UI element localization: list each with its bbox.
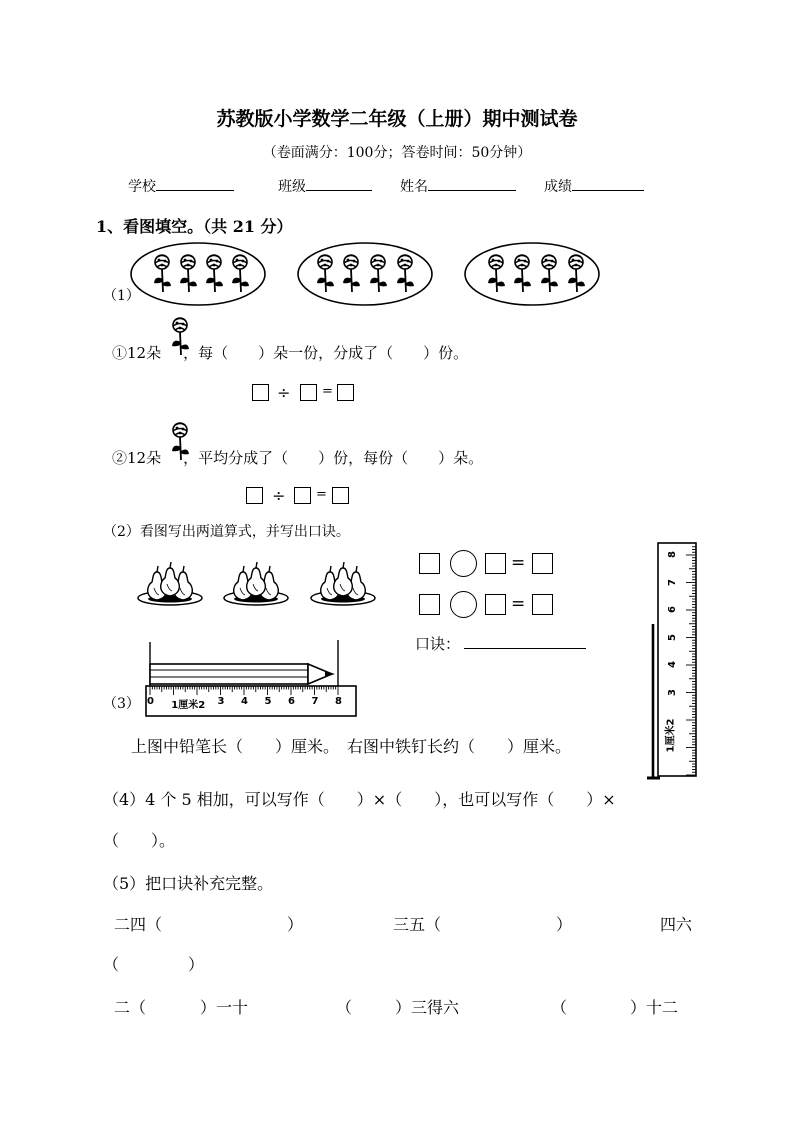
ruler-tick-label: 1厘米2 — [171, 700, 206, 711]
ruler-tick-label: 3 — [217, 696, 225, 707]
q1-line1-prefix: ①12朵 — [112, 344, 162, 362]
vruler-tick-label: 5 — [666, 633, 678, 641]
page-subtitle: （卷面满分：100分；答卷时间：50分钟） — [262, 145, 532, 161]
field-score-label: 成绩 — [544, 179, 572, 195]
ruler-tick-label: 7 — [311, 696, 319, 707]
q4-line2: （ ）。 — [103, 831, 176, 850]
q3-label: （3） — [103, 696, 140, 712]
q1-div-op-2: ÷ — [272, 486, 286, 505]
q4-line1: （4）4 个 5 相加，可以写作（ ）×（ ），也可以写作（ ）× — [103, 790, 616, 809]
q5-row1-b-close: ） — [556, 915, 573, 934]
page-title: 苏教版小学数学二年级（上册）期中测试卷 — [216, 108, 578, 130]
ruler-tick-label: 6 — [288, 696, 295, 707]
vruler-tick-label: 4 — [666, 661, 678, 668]
q5-row2-a: 二（ — [114, 998, 147, 1017]
vruler-tick-label: 6 — [666, 606, 678, 613]
q1-eq-op-2: = — [316, 487, 327, 502]
q5-row1-a-close: ） — [287, 915, 304, 934]
q5-row1-cont: （ — [103, 955, 120, 974]
q1-line2-prefix: ②12朵 — [112, 449, 162, 467]
field-class-label: 班级 — [278, 179, 306, 195]
q5-row2-a-close: ）一十 — [200, 998, 249, 1017]
q2-label: （2）看图写出两道算式，并写出口诀。 — [103, 524, 350, 540]
ruler-tick-label: 4 — [241, 696, 248, 707]
q5-row2-c: （ — [551, 998, 568, 1017]
q1-eq-op-1: = — [322, 384, 333, 399]
q1-line2-rest: ，平均分成了（ ）份，每份（ ）朵。 — [183, 449, 484, 467]
ruler-tick-label: 5 — [264, 696, 272, 707]
field-name-label: 姓名 — [400, 179, 428, 195]
q5-label: （5）把口诀补充完整。 — [103, 874, 274, 893]
ruler-tick-label: 8 — [335, 696, 342, 707]
field-school-label: 学校 — [128, 179, 156, 195]
q2-koujue-label: 口诀： — [415, 635, 461, 653]
vruler-tick-label: 1厘米2 — [665, 718, 677, 753]
q2-row1-eq: = — [511, 553, 526, 573]
q5-row1-a: 二四（ — [114, 915, 163, 934]
q5-row2-b-close: ）三得六 — [395, 998, 460, 1017]
q5-row2-c-close: ）十二 — [630, 998, 679, 1017]
vruler-tick-label: 7 — [666, 578, 678, 586]
q5-row1-b: 三五（ — [393, 915, 442, 934]
q1-label: （1） — [103, 288, 140, 304]
vruler-tick-label: 3 — [666, 688, 678, 696]
vruler-tick-label: 8 — [666, 551, 678, 558]
q5-row1-cont-close: ） — [188, 955, 205, 974]
q2-row2-eq: = — [511, 594, 526, 614]
q1-line1-rest: ，每（ ）朵一份，分成了（ ）份。 — [183, 344, 469, 362]
ruler-tick-label: 0 — [147, 696, 154, 707]
q5-row2-b: （ — [336, 998, 353, 1017]
q3-text: 上图中铅笔长（ ）厘米。 右图中铁钉长约（ ）厘米。 — [131, 737, 572, 756]
q1-div-op-1: ÷ — [277, 383, 291, 402]
section-1-heading: 1、看图填空。（共 21 分） — [96, 217, 293, 236]
q5-row1-c: 四六 — [660, 915, 693, 934]
